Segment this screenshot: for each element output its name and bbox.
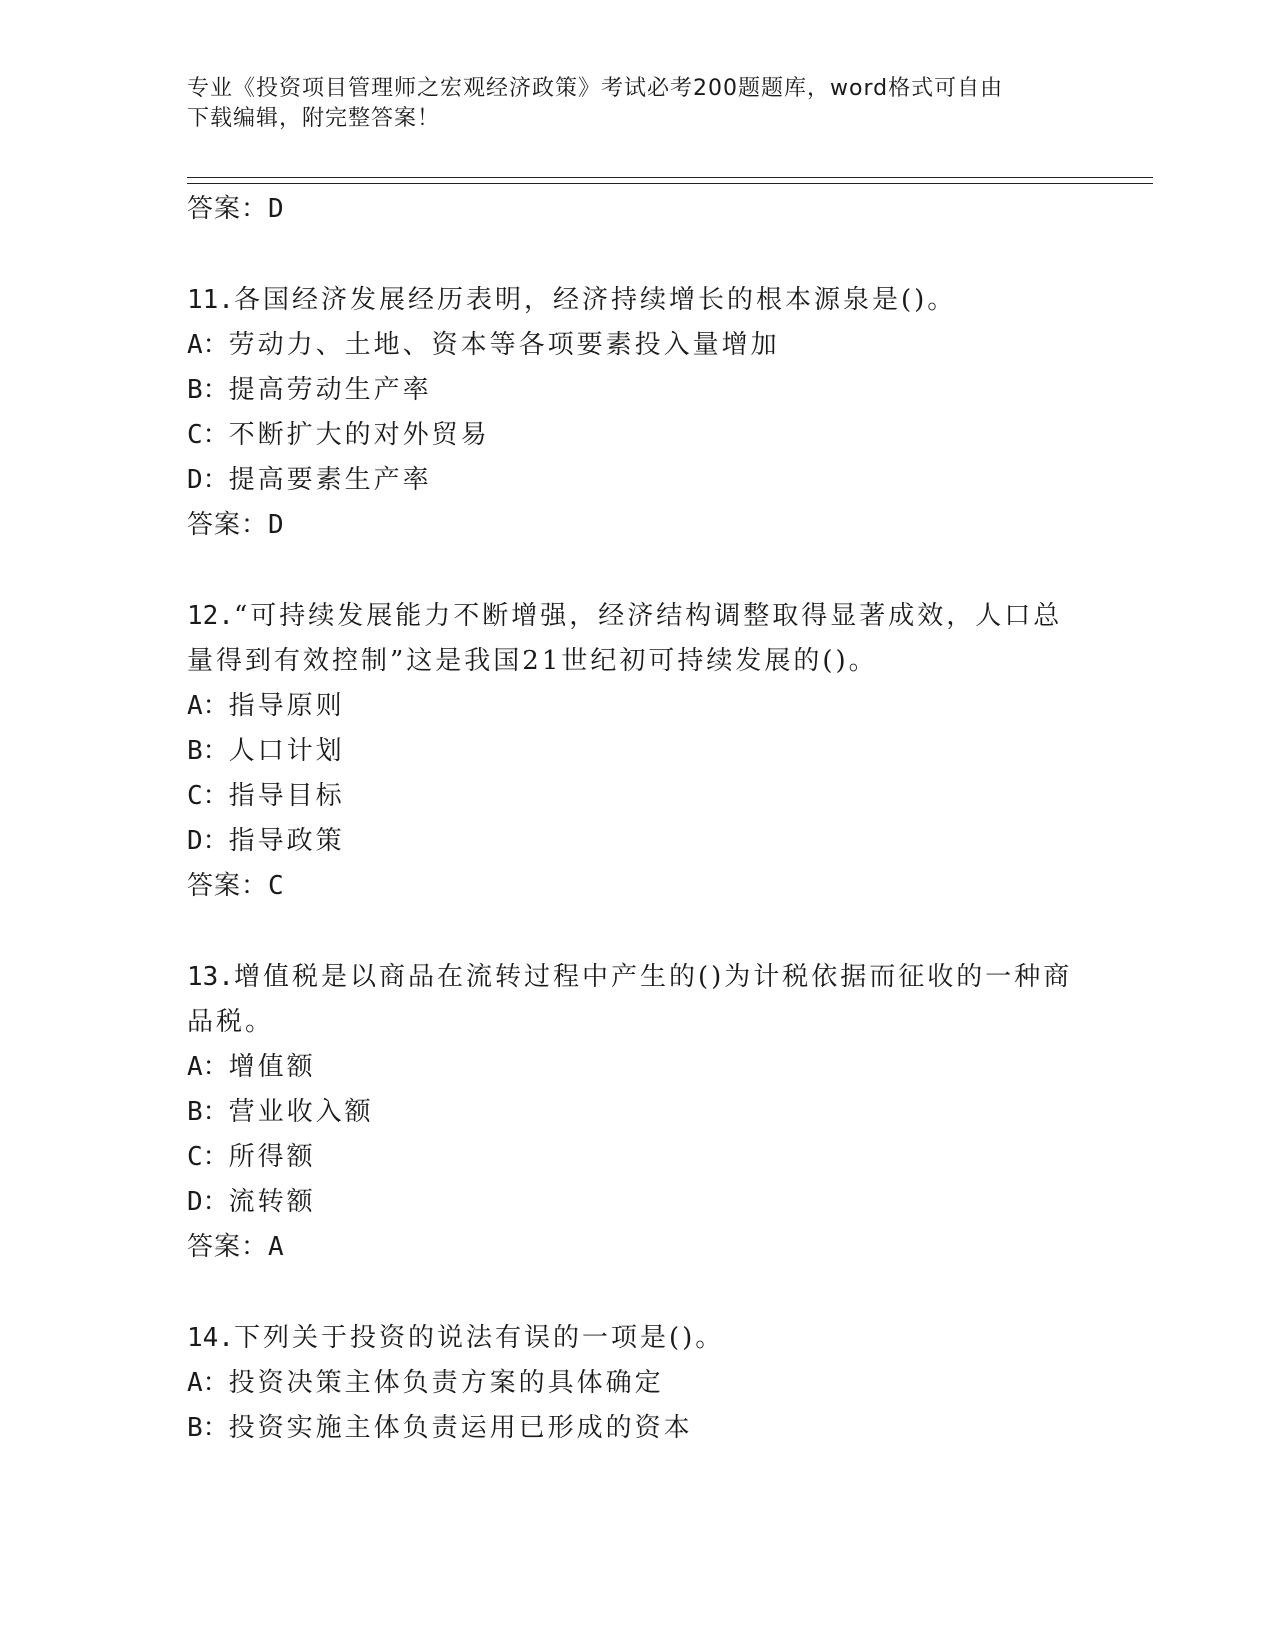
question-block [187,594,1087,909]
header-line-1: 专业《投资项目管理师之宏观经济政策》考试必考200题题库，word格式可自由 [187,76,1004,101]
question-number: 11. [187,285,234,315]
option-a: A：指导原则 [187,691,345,721]
answer-label: 答案： [187,1232,269,1262]
option-c: C：所得额 [187,1142,316,1172]
option-a: A：劳动力、土地、资本等各项要素投入量增加 [187,330,780,360]
answer-line [187,1225,1087,1270]
answer-value: D [268,194,285,224]
answer-line [187,503,1087,548]
header-line-2: 下载编辑，附完整答案！ [187,106,441,131]
question-number: 13. [187,962,234,992]
option-b: B：提高劳动生产率 [187,375,432,405]
option-d: D：流转额 [187,1187,316,1217]
question-text: 13.增值税是以商品在流转过程中产生的()为计税依据而征收的一种商 [187,962,1073,992]
option-b: B：投资实施主体负责运用已形成的资本 [187,1413,693,1443]
document-body [187,187,1087,1451]
question-block [187,955,1087,1270]
question-number: 14. [187,1323,234,1353]
question-text: 11.各国经济发展经历表明，经济持续增长的根本源泉是()。 [187,285,957,315]
question-text: 12.“可持续发展能力不断增强，经济结构调整取得显著成效，人口总 [187,601,1063,631]
option-d: D：提高要素生产率 [187,465,432,495]
question-text-continued: 品税。 [187,1007,275,1037]
option-a: A：投资决策主体负责方案的具体确定 [187,1368,664,1398]
answer-label: 答案： [187,871,269,901]
option-b: B：人口计划 [187,736,345,766]
option-a: A：增值额 [187,1052,316,1082]
option-c: C：不断扩大的对外贸易 [187,420,490,450]
question-number: 12. [187,601,234,631]
answer-line [187,864,1087,909]
question-block [187,1316,1087,1451]
answer-value: C [268,871,285,901]
answer-value: D [268,510,285,540]
answer-label: 答案： [187,510,269,540]
answer-label: 答案： [187,194,269,224]
option-b: B：营业收入额 [187,1097,374,1127]
answer-value: A [268,1232,285,1262]
question-block [187,278,1087,548]
header-divider [187,177,1153,184]
answer-line [187,187,1087,232]
page-header [187,74,1067,134]
option-c: C：指导目标 [187,781,345,811]
option-d: D：指导政策 [187,826,345,856]
question-text-continued: 量得到有效控制”这是我国21世纪初可持续发展的()。 [187,646,878,676]
question-text: 14.下列关于投资的说法有误的一项是()。 [187,1323,725,1353]
